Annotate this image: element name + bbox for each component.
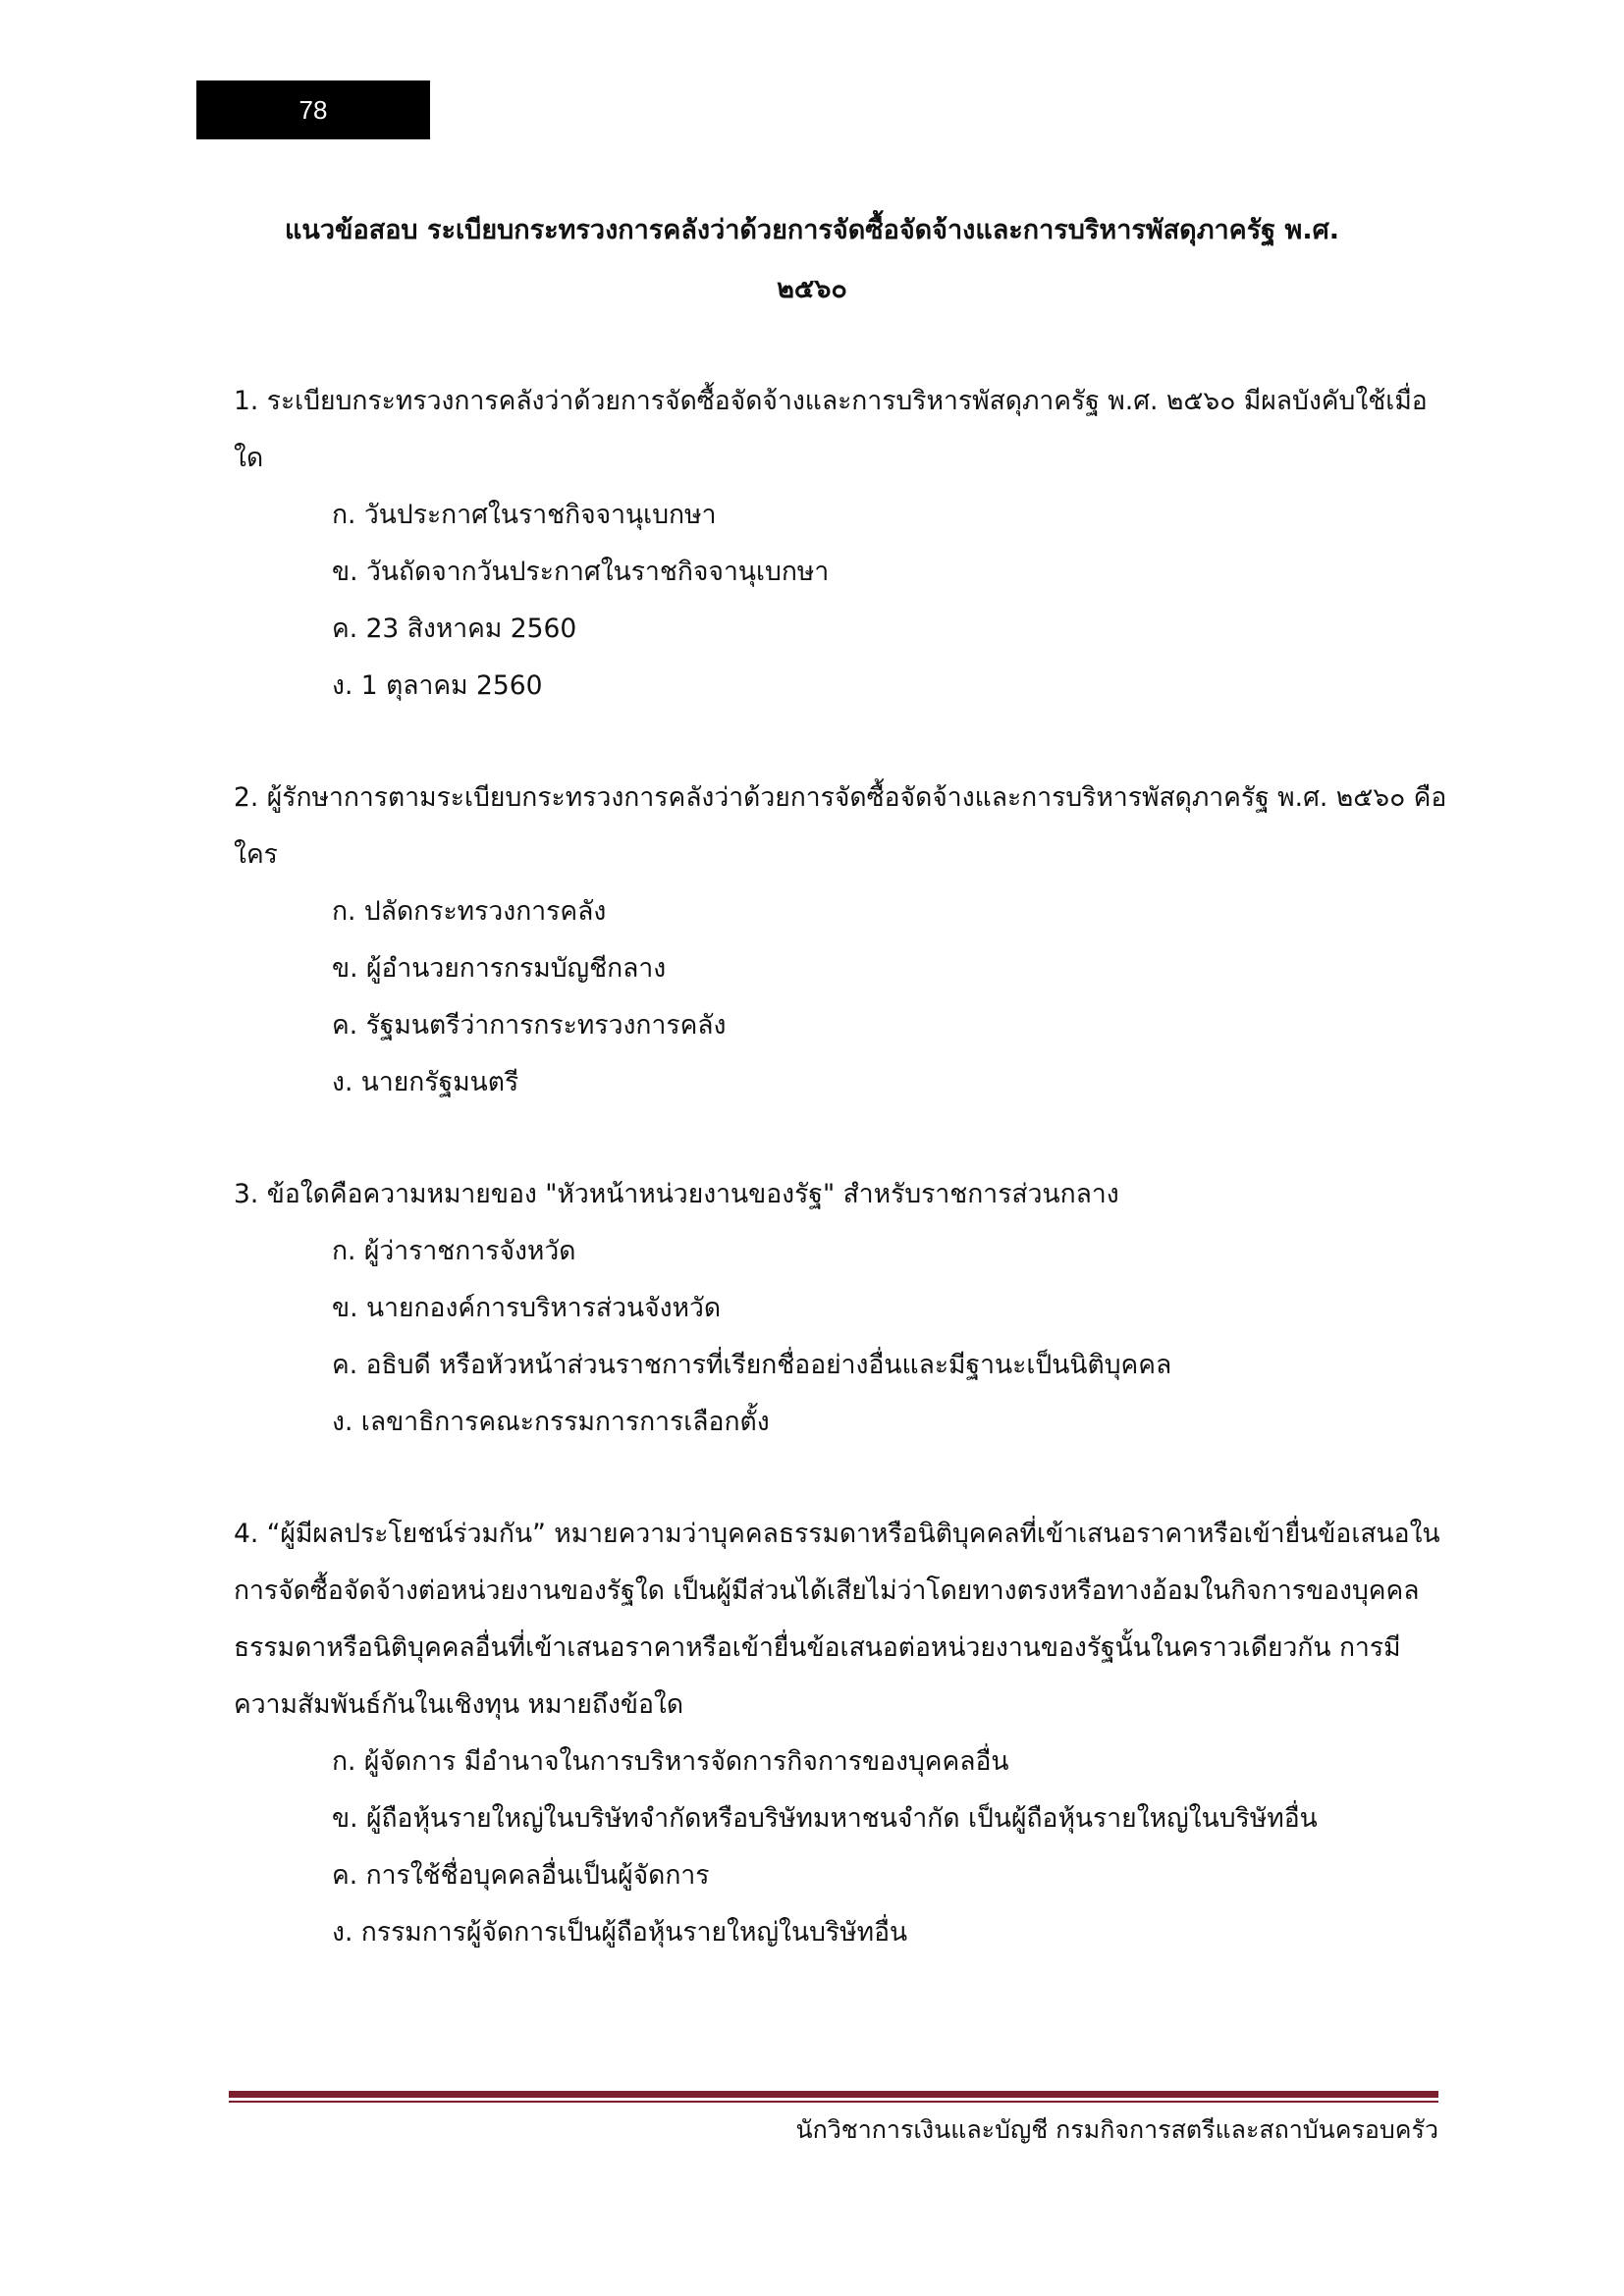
- question-2-options: [234, 883, 1451, 1111]
- question-4-option-d: ง. กรรมการผู้จัดการเป็นผู้ถือหุ้นรายใหญ่ในบริษัทอื่น: [332, 1917, 908, 1948]
- page-number-box: [196, 80, 430, 139]
- footer-text: นักวิชาการเงินและบัญชี กรมกิจการสตรีและสถาบันครอบครัว: [795, 2115, 1438, 2144]
- footer-divider-thick: [229, 2091, 1438, 2098]
- question-1-option-d: ง. 1 ตุลาคม 2560: [332, 670, 543, 701]
- question-1-option-b: ข. วันถัดจากวันประกาศในราชกิจจานุเบกษา: [332, 557, 830, 587]
- question-2-option-d: ง. นายกรัฐมนตรี: [332, 1067, 519, 1097]
- question-2-option-b: ข. ผู้อำนวยการกรมบัญชีกลาง: [332, 953, 667, 984]
- question-4: [234, 1506, 1451, 1961]
- document-title-line-2: ๒๕๖๐: [777, 274, 847, 304]
- question-3: [234, 1166, 1451, 1451]
- question-1: [234, 373, 1451, 715]
- question-4-option-b: ข. ผู้ถือหุ้นรายใหญ่ในบริษัทจำกัดหรือบริษัทมหาชนจำกัด เป็นผู้ถือหุ้นรายใหญ่ในบริษัทอื่น: [332, 1803, 1318, 1834]
- question-3-option-a: ก. ผู้ว่าราชการจังหวัด: [332, 1236, 576, 1266]
- question-4-options: [234, 1734, 1451, 1961]
- question-1-text: 1. ระเบียบกระทรวงการคลังว่าด้วยการจัดซื้อจัดจ้างและการบริหารพัสดุภาครัฐ พ.ศ. ๒๕๖๐ มีผลบังคับใช้เมื่อใด: [234, 386, 1428, 473]
- question-1-option-a: ก. วันประกาศในราชกิจจานุเบกษา: [332, 500, 717, 530]
- question-3-options: [234, 1223, 1451, 1451]
- question-2-option-a: ก. ปลัดกระทรวงการคลัง: [332, 896, 607, 927]
- question-2-option-c: ค. รัฐมนตรีว่าการกระทรวงการคลัง: [332, 1010, 727, 1041]
- page-number: 78: [298, 94, 328, 125]
- question-3-option-d: ง. เลขาธิการคณะกรรมการการเลือกตั้ง: [332, 1407, 770, 1437]
- question-3-option-b: ข. นายกองค์การบริหารส่วนจังหวัด: [332, 1293, 722, 1323]
- question-3-option-c: ค. อธิบดี หรือหัวหน้าส่วนราชการที่เรียกชื่ออย่างอื่นและมีฐานะเป็นนิติบุคคล: [332, 1350, 1172, 1380]
- question-2: [234, 770, 1451, 1111]
- question-1-option-c: ค. 23 สิงหาคม 2560: [332, 614, 577, 644]
- question-1-options: [234, 487, 1451, 715]
- question-2-text: 2. ผู้รักษาการตามระเบียบกระทรวงการคลังว่าด้วยการจัดซื้อจัดจ้างและการบริหารพัสดุภาครัฐ พ.ศ. ๒๕๖๐ คือใคร: [234, 782, 1447, 870]
- question-4-text: 4. “ผู้มีผลประโยชน์ร่วมกัน” หมายความว่าบุคคลธรรมดาหรือนิติบุคคลที่เข้าเสนอราคาหรือเข้ายื่นข้อเสนอในการจัดซื้อจัดจ้างต่อหน่วยงานของรัฐใด เป็นผู้มีส่วนได้เสียไม่ว่าโดยทางตรงหรือทางอ้อมในกิจการของบุคคลธรรมดาหรือนิติบุคคลอื่นที่เข้าเสนอราคาหรือเข้ายื่นข้อเสนอต่อหน่วยงานของรัฐนั้นในคราวเดียวกัน การมีความสัมพันธ์กันในเชิงทุน หมายถึงข้อใด: [234, 1519, 1440, 1720]
- question-4-option-c: ค. การใช้ชื่อบุคคลอื่นเป็นผู้จัดการ: [332, 1860, 710, 1891]
- question-list: [234, 373, 1451, 2016]
- document-title-line-1: แนวข้อสอบ ระเบียบกระทรวงการคลังว่าด้วยการจัดซื้อจัดจ้างและการบริหารพัสดุภาครัฐ พ.ศ.: [285, 215, 1339, 245]
- question-4-option-a: ก. ผู้จัดการ มีอำนาจในการบริหารจัดการกิจการของบุคคลอื่น: [332, 1746, 1009, 1777]
- footer-divider-thin: [229, 2101, 1438, 2103]
- question-3-text: 3. ข้อใดคือความหมายของ "หัวหน้าหน่วยงานของรัฐ" สำหรับราชการส่วนกลาง: [234, 1179, 1119, 1209]
